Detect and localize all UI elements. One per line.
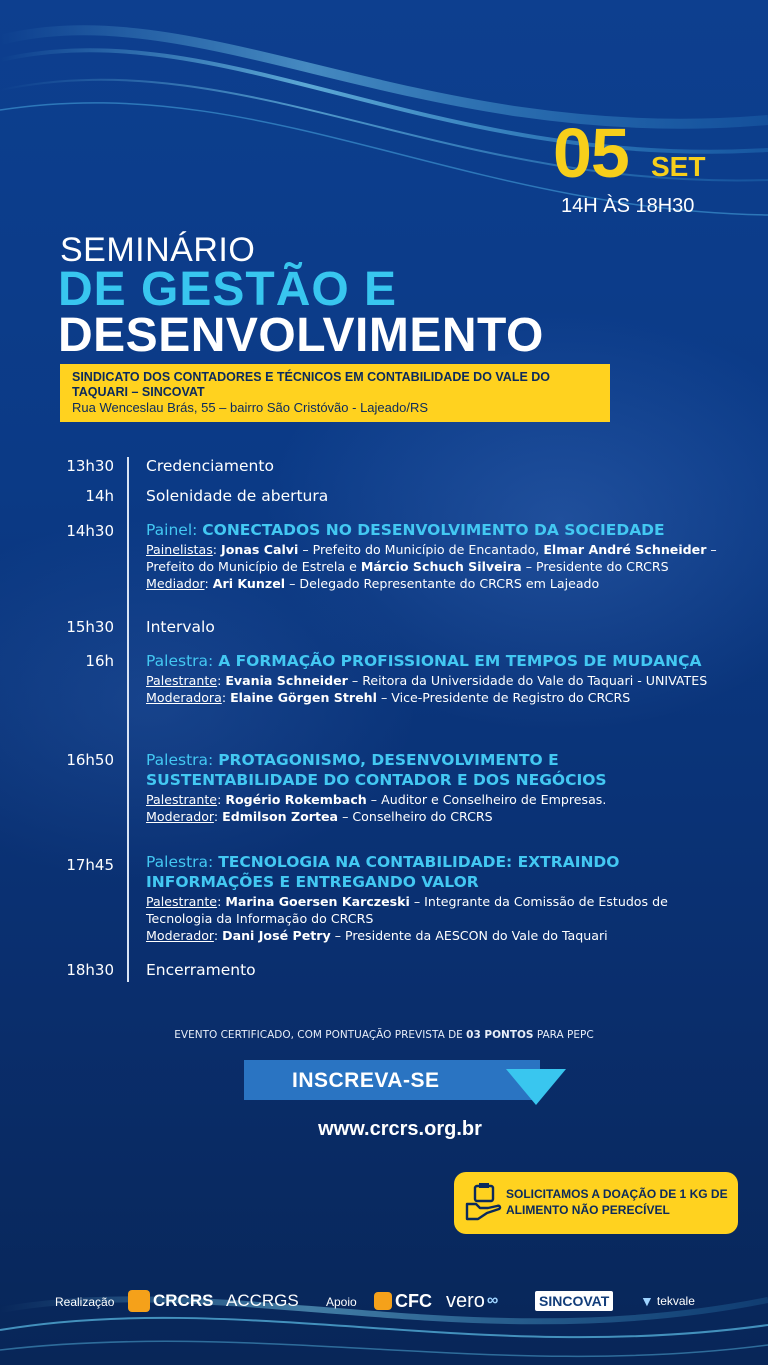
schedule-time: 16h50 (66, 751, 114, 769)
location-address: Rua Wenceslau Brás, 55 – bairro São Cristóvão - Lajeado/RS (72, 400, 429, 415)
schedule-time: 16h (85, 652, 114, 670)
role-label: Moderador (146, 928, 214, 943)
schedule-item (146, 617, 736, 637)
cfc-logo (374, 1285, 432, 1317)
schedule-item (146, 651, 736, 706)
person-desc: – Reitora da Universidade do Vale do Taquari - UNIVATES (351, 673, 708, 688)
schedule-time: 14h (85, 487, 114, 505)
session-title: PROTAGONISMO, DESENVOLVIMENTO E SUSTENTABILIDADE DO CONTADOR E DOS NEGÓCIOS (146, 751, 607, 789)
signup-label: INSCREVA-SE (292, 1069, 440, 1092)
role-label: Palestrante (146, 673, 218, 688)
sincovat-logo-text: SINCOVAT (535, 1291, 613, 1311)
role-label: Moderadora (146, 690, 222, 705)
session-people: Palestrante: Marina Goersen Karczeski – Integrante da Comissão de Estudos de Tecnologia da Informação do CRCRS Moderador: Dani José Petry – Presidente da AESCON do Vale do Taquari (146, 894, 668, 943)
person-name: Dani José Petry (222, 928, 331, 943)
cert-text: EVENTO CERTIFICADO, COM PONTUAÇÃO PREVISTA DE (174, 1029, 463, 1041)
schedule-item (146, 852, 736, 944)
schedule-time: 15h30 (66, 618, 114, 636)
session-title: CONECTADOS NO DESENVOLVIMENTO DA SOCIEDADE (202, 521, 665, 539)
schedule-time: 17h45 (66, 856, 114, 874)
session-type: Palestra: (146, 853, 214, 871)
person-name: Evania Schneider (225, 673, 348, 688)
website-link[interactable]: www.crcrs.org.br (318, 1118, 482, 1140)
session-people: Palestrante: Rogério Rokembach – Auditor e Conselheiro de Empresas. Moderador: Edmilson Zortea – Conselheiro do CRCRS (146, 792, 607, 824)
role-label: Palestrante (146, 792, 218, 807)
schedule-time: 13h30 (66, 457, 114, 475)
role-label: Mediador (146, 576, 205, 591)
schedule-time: 14h30 (66, 522, 114, 540)
person-desc: – Prefeito do Município de Estrela e (146, 542, 717, 574)
schedule-title: Intervalo (146, 618, 215, 636)
session-type: Painel: (146, 521, 198, 539)
location-box (60, 364, 610, 422)
schedule-item (146, 520, 736, 592)
session-people: Painelistas: Jonas Calvi – Prefeito do Município de Encantado, Elmar André Schneider – Prefeito do Município de Estrela e Márcio Schuch Silveira – Presidente do CRCRS Mediador: Ari Kunzel – Delegado Representante do CRCRS em Lajeado (146, 542, 717, 591)
tekvale-logo-text: tekvale (656, 1294, 695, 1308)
vero-logo-text: vero (446, 1289, 485, 1312)
person-name: Edmilson Zortea (222, 809, 339, 824)
title-line-2: DE GESTÃO E (58, 263, 398, 316)
sincovat-logo (535, 1285, 613, 1317)
person-desc: – Delegado Representante do CRCRS em Lajeado (289, 576, 600, 591)
vero-mark-icon: ∞ (486, 1292, 499, 1309)
schedule-time: 18h30 (66, 961, 114, 979)
role-label: Painelistas (146, 542, 213, 557)
person-desc: – Integrante da Comissão de Estudos de Tecnologia da Informação do CRCRS (146, 894, 668, 926)
signup-button[interactable] (244, 1060, 540, 1100)
schedule-title: Encerramento (146, 961, 256, 979)
person-name: Ari Kunzel (212, 576, 286, 591)
schedule-item (146, 960, 736, 980)
donation-badge (454, 1172, 738, 1234)
person-name: Rogério Rokembach (225, 792, 367, 807)
title-line-1: SEMINÁRIO (60, 231, 256, 269)
person-name: Marina Goersen Karczeski (225, 894, 410, 909)
schedule-item (146, 486, 736, 506)
certification-note (0, 1029, 768, 1041)
food-donation-icon (464, 1182, 504, 1224)
person-name: Elaine Görgen Strehl (230, 690, 377, 705)
session-people: Palestrante: Evania Schneider – Reitora da Universidade do Vale do Taquari - UNIVATES Moderadora: Elaine Görgen Strehl – Vice-Presidente de Registro do CRCRS (146, 673, 708, 705)
crcrs-logo-text: CRCRS (153, 1291, 214, 1310)
accrgs-logo (226, 1285, 299, 1317)
schedule-item (146, 456, 736, 476)
person-desc: – Vice-Presidente de Registro do CRCRS (380, 690, 631, 705)
timeline-line (127, 457, 129, 982)
schedule-title: Credenciamento (146, 457, 274, 475)
tekvale-mark-icon: ▼ (640, 1293, 654, 1309)
cfc-mark-icon (374, 1292, 392, 1310)
session-title: A FORMAÇÃO PROFISSIONAL EM TEMPOS DE MUDANÇA (218, 652, 702, 670)
date-day: 05 (553, 114, 629, 192)
person-desc: – Conselheiro do CRCRS (342, 809, 493, 824)
title-line-3: DESENVOLVIMENTO (58, 309, 544, 362)
vero-logo (446, 1285, 498, 1317)
apoio-label: Apoio (326, 1295, 357, 1309)
person-desc: – Prefeito do Município de Encantado, (302, 542, 540, 557)
session-type: Palestra: (146, 751, 214, 769)
realizacao-label: Realização (55, 1295, 115, 1309)
session-type: Palestra: (146, 652, 214, 670)
donation-text: SOLICITAMOS A DOAÇÃO DE 1 KG DE ALIMENTO NÃO PERECÍVEL (506, 1187, 728, 1217)
role-label: Moderador (146, 809, 214, 824)
schedule-item (146, 750, 736, 825)
cert-points: 03 PONTOS (466, 1029, 534, 1041)
schedule-title: Solenidade de abertura (146, 487, 329, 505)
location-org: SINDICATO DOS CONTADORES E TÉCNICOS EM CONTABILIDADE DO VALE DO TAQUARI – SINCOVAT (72, 370, 551, 399)
date-month: SET (651, 151, 706, 182)
crcrs-mark-icon (128, 1290, 150, 1312)
date-time: 14H ÀS 18H30 (561, 195, 695, 217)
accrgs-logo-text: ACCRGS (226, 1291, 299, 1310)
person-name: Jonas Calvi (221, 542, 299, 557)
cfc-logo-text: CFC (395, 1290, 432, 1311)
cert-text-end: PARA PEPC (536, 1029, 594, 1041)
arrow-down-icon (506, 1069, 566, 1105)
person-name: Elmar André Schneider (543, 542, 707, 557)
person-name: Márcio Schuch Silveira (360, 559, 522, 574)
tekvale-logo (640, 1285, 695, 1317)
person-desc: – Auditor e Conselheiro de Empresas. (370, 792, 607, 807)
crcrs-logo (128, 1285, 213, 1317)
person-desc: – Presidente da AESCON do Vale do Taquari (334, 928, 608, 943)
session-title: TECNOLOGIA NA CONTABILIDADE: EXTRAINDO INFORMAÇÕES E ENTREGANDO VALOR (146, 853, 620, 891)
role-label: Palestrante (146, 894, 218, 909)
person-desc: – Presidente do CRCRS (525, 559, 669, 574)
